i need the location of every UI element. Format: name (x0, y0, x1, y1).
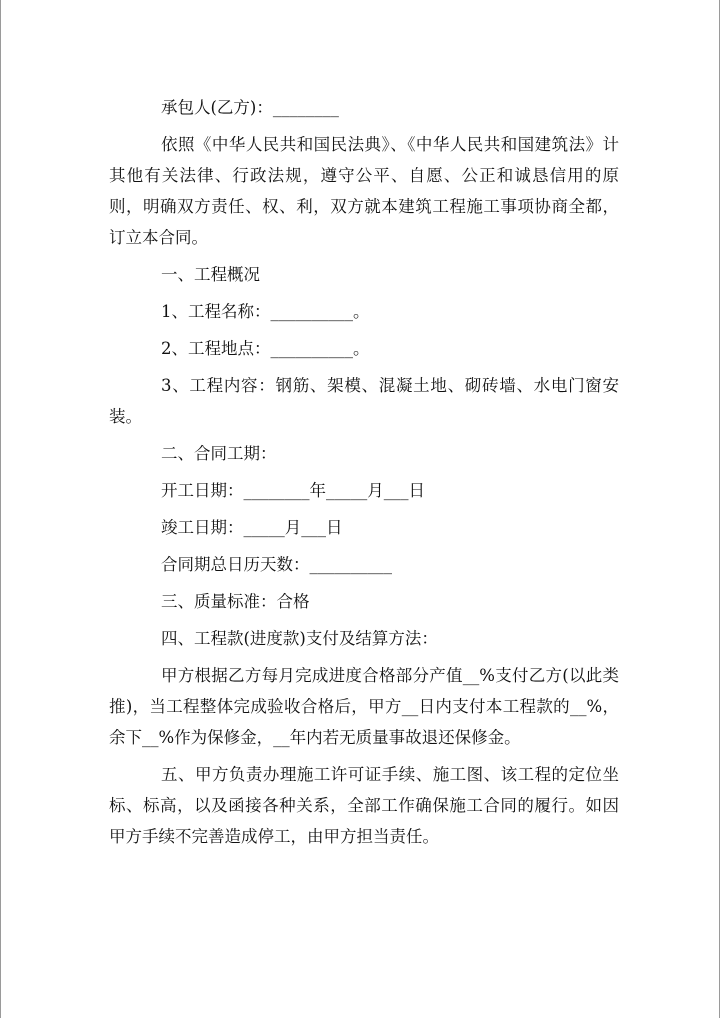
section-heading-project-overview: 一、工程概况 (161, 265, 260, 284)
start-date-line: 开工日期：________年_____月___日 (161, 481, 425, 500)
contractor-party-line: 承包人(乙方)：________ (161, 98, 339, 117)
party-a-responsibility-paragraph: 五、甲方负责办理施工许可证手续、施工图、该工程的定位坐标、标高，以及函接各种关系，全部工作确保施工合同的履行。如因甲方手续不完善造成停工，由甲方担当责任。 (109, 765, 619, 846)
contract-body (109, 92, 619, 858)
section-heading-quality-standard: 三、质量标准：合格 (161, 592, 310, 611)
total-days-line: 合同期总日历天数：__________ (161, 555, 392, 574)
payment-terms-paragraph: 甲方根据乙方每月完成进度合格部分产值__%支付乙方(以此类推)，当工程整体完成验收合格后，甲方__日内支付本工程款的__%，余下__%作为保修金，__年内若无质量事故退还保修金。 (109, 666, 619, 747)
project-content-line: 3、工程内容：钢筋、架模、混凝土地、砌砖墙、水电门窗安装。 (109, 376, 619, 426)
project-name-line: 1、工程名称：__________。 (161, 302, 370, 321)
preamble-paragraph: 依照《中华人民共和国民法典》、《中华人民共和国建筑法》计其他有关法律、行政法规，遵守公平、自愿、公正和诚恳信用的原则，明确双方责任、权、利，双方就本建筑工程施工事项协商全都，订立本合同。 (109, 135, 619, 247)
section-heading-payment: 四、工程款(进度款)支付及结算方法： (161, 629, 438, 648)
project-location-line: 2、工程地点：__________。 (161, 339, 370, 358)
completion-date-line: 竣工日期：_____月___日 (161, 518, 343, 537)
section-heading-contract-period: 二、合同工期： (161, 444, 277, 463)
